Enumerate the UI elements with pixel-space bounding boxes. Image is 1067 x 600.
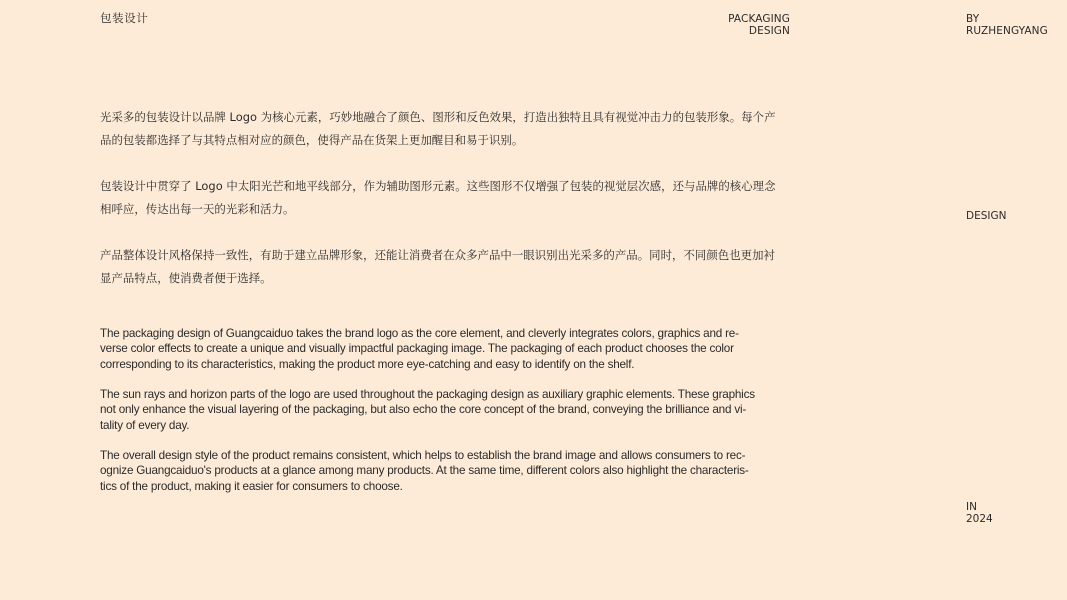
text-line: not only enhance the visual layering of the packaging, but also echo the core concept of the brand, conveying the brilliance and vi-: [100, 403, 747, 417]
chinese-paragraph: [100, 106, 790, 152]
text-line: The sun rays and horizon parts of the logo are used throughout the packaging design as auxiliary graphic elements. These graphics: [100, 388, 755, 401]
side-year: [966, 502, 993, 525]
text-line: The overall design style of the product remains consistent, which helps to establish the brand image and allows consumers to rec-: [100, 449, 746, 462]
header-author: [966, 14, 1048, 37]
english-paragraph: [100, 448, 790, 494]
header-line: PACKAGING: [728, 13, 790, 25]
text-line: tics of the product, making it easier for consumers to choose.: [100, 479, 403, 493]
text-line: 产品整体设计风格保持一致性，有助于建立品牌形象，还能让消费者在众多产品中一眼识别出光采多的产品。同时，不同颜色也更加衬: [100, 248, 775, 262]
text-line: 相呼应，传达出每一天的光彩和活力。: [100, 202, 295, 216]
english-paragraph: [100, 326, 790, 372]
header-line: BY: [966, 13, 980, 25]
text-line: 包装设计中贯穿了 Logo 中太阳光芒和地平线部分，作为辅助图形元素。这些图形不仅增强了包装的视觉层次感，还与品牌的核心理念: [100, 179, 776, 193]
chinese-paragraph: [100, 244, 790, 290]
text-line: ognize Guangcaiduo's products at a glance among many products. At the same time, different colors also highlight the characteris-: [100, 464, 749, 478]
header-line: RUZHENGYANG: [966, 24, 1048, 37]
text-line: 光采多的包装设计以品牌 Logo 为核心元素，巧妙地融合了颜色、图形和反色效果，打造出独特且具有视觉冲击力的包装形象。每个产: [100, 110, 776, 124]
year-line: IN: [966, 501, 977, 513]
side-design-label: DESIGN: [966, 210, 1007, 222]
header-packaging-design: [690, 14, 790, 37]
header-line: DESIGN: [748, 24, 790, 37]
text-line: corresponding to its characteristics, making the product more eye-catching and easy to identify on the shelf.: [100, 357, 635, 371]
text-line: 品的包装都选择了与其特点相对应的颜色，使得产品在货架上更加醒目和易于识别。: [100, 133, 524, 147]
text-line: The packaging design of Guangcaiduo takes the brand logo as the core element, and cleverly integrates colors, graphics and re-: [100, 327, 739, 340]
page-title-chinese: 包装设计: [100, 11, 149, 25]
text-line: verse color effects to create a unique and visually impactful packaging image. The packaging of each product chooses the color: [100, 342, 734, 356]
text-line: 显产品特点，使消费者便于选择。: [100, 271, 272, 285]
chinese-paragraph: [100, 175, 790, 221]
english-paragraph: [100, 387, 790, 433]
year-line: 2024: [966, 512, 993, 525]
text-line: tality of every day.: [100, 418, 190, 432]
